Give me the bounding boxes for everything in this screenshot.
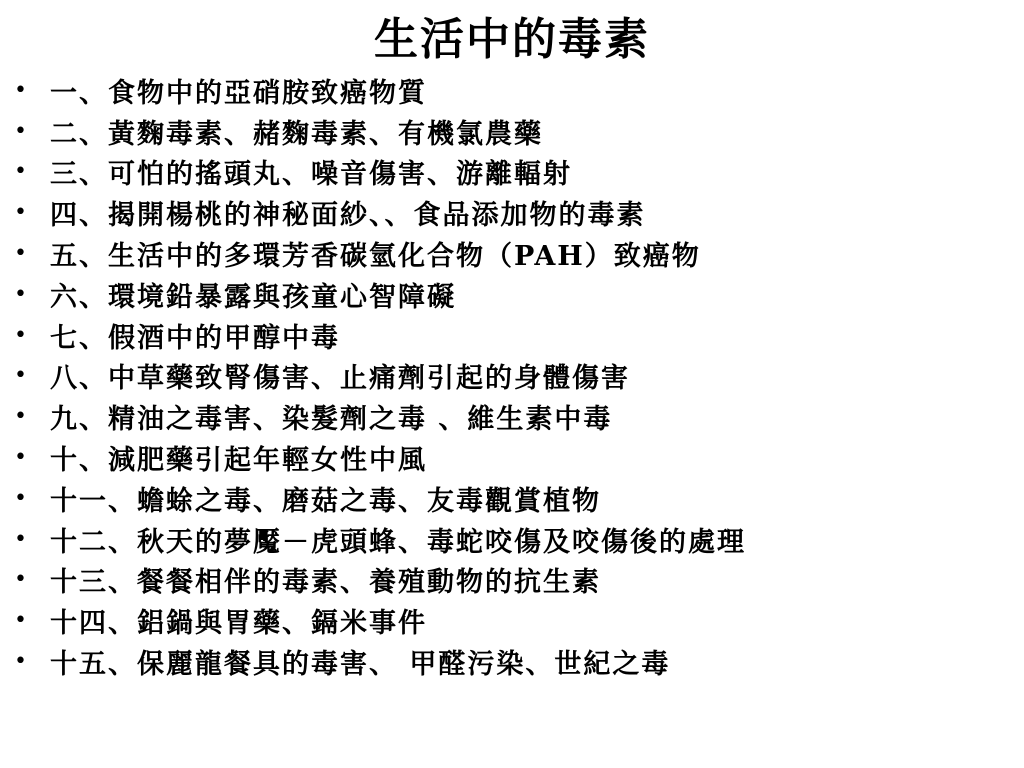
list-item — [14, 560, 1004, 601]
list-item — [14, 437, 1004, 478]
list-item — [14, 274, 1004, 315]
bullet-list — [14, 70, 1004, 682]
list-item — [14, 152, 1004, 193]
list-item-text: 七、假酒中的甲醇中毒 — [50, 322, 340, 354]
bullet-icon: • — [14, 445, 27, 471]
list-item-text: 九、精油之毒害、染髮劑之毒 、維生素中毒 — [50, 404, 613, 436]
list-item — [14, 478, 1004, 519]
list-item-text: 十、減肥藥引起年輕女性中風 — [50, 445, 427, 477]
slide-title: 生活中的毒素 — [374, 14, 650, 65]
bullet-icon: • — [14, 608, 27, 634]
bullet-icon: • — [14, 77, 27, 103]
bullet-icon: • — [14, 485, 27, 511]
list-item — [14, 192, 1004, 233]
list-item-text: 四、揭開楊桃的神秘面紗、、食品添加物的毒素 — [50, 200, 646, 232]
list-item — [14, 641, 1004, 682]
bullet-icon: • — [14, 200, 27, 226]
bullet-icon: • — [14, 567, 27, 593]
list-item — [14, 396, 1004, 437]
bullet-icon: • — [14, 363, 27, 389]
bullet-icon: • — [14, 159, 27, 185]
list-item-text: 十一、蟾蜍之毒、磨菇之毒、友毒觀賞植物 — [50, 485, 601, 517]
list-item-text: 六、環境鉛暴露與孩童心智障礙 — [50, 281, 456, 313]
bullet-icon: • — [14, 322, 27, 348]
bullet-icon: • — [14, 118, 27, 144]
list-item-text: 十三、餐餐相伴的毒素、養殖動物的抗生素 — [50, 567, 601, 599]
list-item — [14, 70, 1004, 111]
list-item — [14, 111, 1004, 152]
bullet-icon: • — [14, 281, 27, 307]
list-item-text: 十五、保麗龍餐具的毒害、 甲醛污染、世紀之毒 — [50, 649, 671, 681]
bullet-icon: • — [14, 649, 27, 675]
bullet-icon: • — [14, 241, 27, 267]
bullet-icon: • — [14, 404, 27, 430]
list-item — [14, 356, 1004, 397]
list-item — [14, 315, 1004, 356]
list-item-text: 八、中草藥致腎傷害、止痛劑引起的身體傷害 — [50, 363, 630, 395]
list-item-text: 二、黃麴毒素、赭麴毒素、有機氯農藥 — [50, 118, 543, 150]
list-item-text: 十二、秋天的夢魘－虎頭蜂、毒蛇咬傷及咬傷後的處理 — [50, 526, 746, 558]
list-item-text: 五、生活中的多環芳香碳氫化合物（PAH）致癌物 — [50, 241, 701, 273]
list-item-text: 十四、鋁鍋與胃藥、鎘米事件 — [50, 608, 427, 640]
list-item — [14, 233, 1004, 274]
list-item — [14, 519, 1004, 560]
bullet-icon: • — [14, 526, 27, 552]
list-item — [14, 600, 1004, 641]
list-item-text: 三、可怕的搖頭丸、噪音傷害、游離輻射 — [50, 159, 572, 191]
list-item-text: 一、食物中的亞硝胺致癌物質 — [50, 77, 427, 109]
